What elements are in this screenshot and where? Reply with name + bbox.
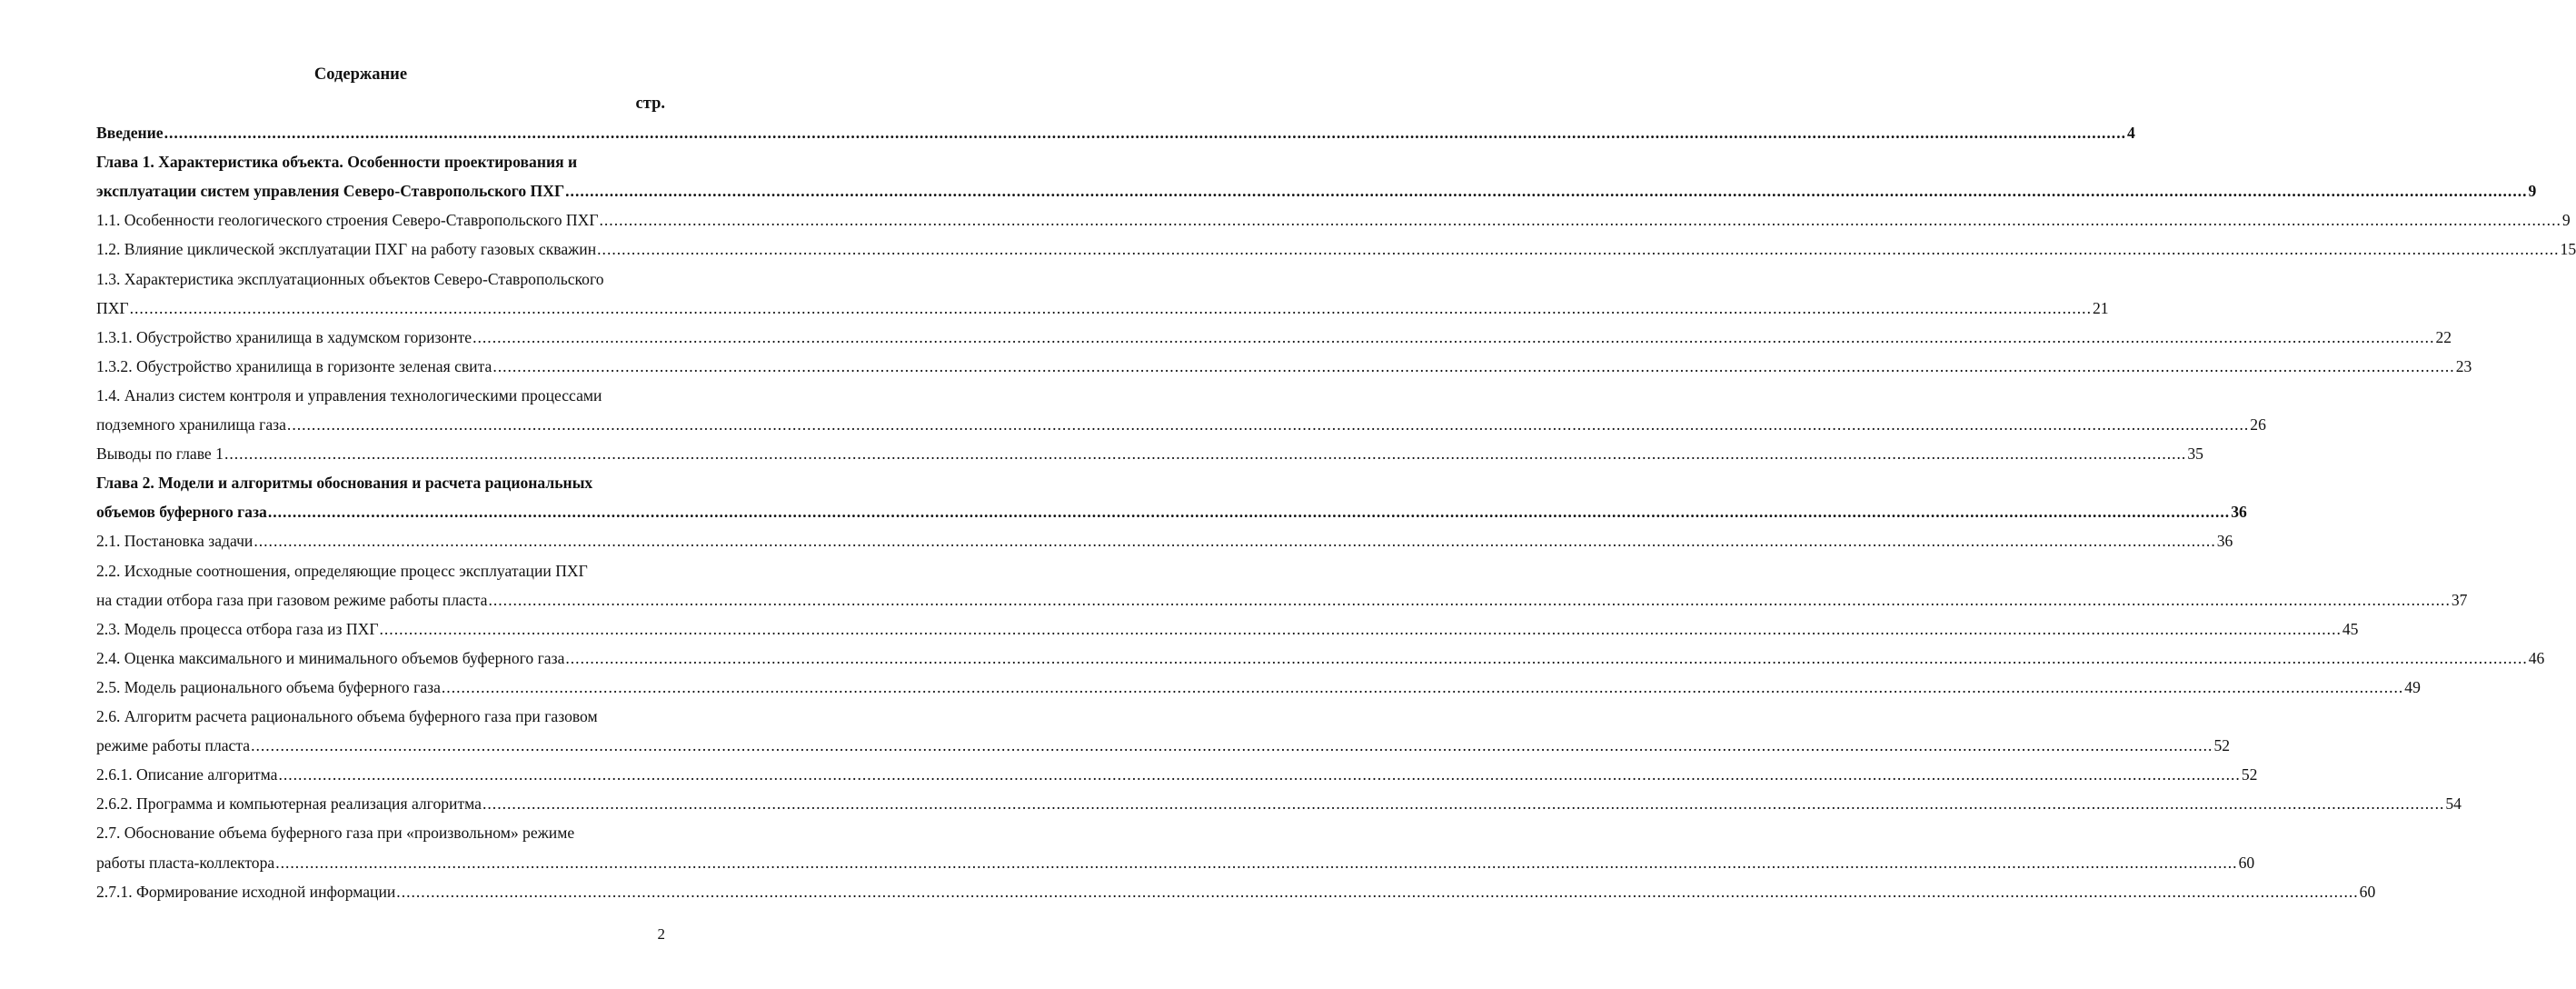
toc-entry-page: 46 (2528, 648, 2545, 667)
toc-line (96, 502, 2247, 522)
toc-line: 1.4. Анализ систем контроля и управления технологическими процессами (96, 385, 602, 405)
toc-entry-text: 2.4. Оценка максимального и минимального объемов буферного газа (96, 648, 565, 667)
page-number: 2 (657, 925, 665, 943)
toc-line: 2.2. Исходные соотношения, определяющие процесс эксплуатации ПХГ (96, 561, 588, 580)
toc-line (96, 239, 2576, 259)
toc-line (96, 882, 2376, 902)
toc-leader-dots: ................................................................................................................................................................................................................................................................................................................................................................................................................ (278, 765, 2241, 784)
toc-line (96, 415, 2266, 435)
toc-line: 1.3. Характеристика эксплуатационных объектов Северо-Ставропольского (96, 269, 604, 288)
toc-entry-page: 60 (2238, 853, 2255, 872)
toc-entry-text: 1.3.2. Обустройство хранилища в горизонте зеленая свита (96, 356, 492, 375)
toc-line (96, 794, 2462, 814)
toc-entry-page: 23 (2455, 356, 2472, 375)
toc-line: 2.7. Обоснование объема буферного газа при «произвольном» режиме (96, 824, 575, 843)
toc-line: Глава 1. Характеристика объекта. Особенности проектирования и (96, 153, 578, 172)
toc-line (96, 356, 2472, 376)
toc-line (96, 531, 2233, 551)
toc-leader-dots: ................................................................................................................................................................................................................................................................................................................................................................................................................ (275, 853, 2238, 872)
toc-entry-text: 2.7.1. Формирование исходной информации (96, 882, 396, 901)
toc-entry-text: 1.1. Особенности геологического строения Северо-Ставропольского ПХГ (96, 211, 599, 230)
toc-entry-text: объемов буферного газа (96, 503, 267, 522)
toc-entry-page: 37 (2451, 590, 2468, 609)
toc-entry-page: 22 (2435, 327, 2452, 346)
toc-entry-text: 2.3. Модель процесса отбора газа из ПХГ (96, 619, 379, 638)
toc-entry-page: 35 (2187, 445, 2203, 464)
toc-entry-text: на стадии отбора газа при газовом режиме работы пласта (96, 590, 488, 609)
toc-leader-dots: ................................................................................................................................................................................................................................................................................................................................................................................................................ (254, 532, 2216, 551)
toc-entry-page: 9 (2528, 182, 2537, 201)
toc-leader-dots: ................................................................................................................................................................................................................................................................................................................................................................................................................ (441, 677, 2404, 696)
toc-line (96, 735, 2231, 755)
toc-entry-page: 54 (2445, 794, 2462, 814)
toc-entry-text: 2.1. Постановка задачи (96, 532, 254, 551)
toc-line (96, 123, 2135, 143)
toc-line: 2.6. Алгоритм расчета рационального объема буферного газа при газовом (96, 707, 598, 725)
toc-leader-dots: ................................................................................................................................................................................................................................................................................................................................................................................................................ (565, 648, 2528, 667)
toc-leader-dots: ................................................................................................................................................................................................................................................................................................................................................................................................................ (599, 211, 2561, 230)
toc-entry-page: 26 (2250, 415, 2266, 434)
toc-line (96, 327, 2452, 347)
toc-leader-dots: ................................................................................................................................................................................................................................................................................................................................................................................................................ (164, 124, 2126, 142)
toc-leader-dots: ................................................................................................................................................................................................................................................................................................................................................................................................................ (129, 298, 2092, 317)
toc-leader-dots: ................................................................................................................................................................................................................................................................................................................................................................................................................ (488, 590, 2451, 609)
toc-leader-dots: ................................................................................................................................................................................................................................................................................................................................................................................................................ (565, 182, 2528, 201)
toc-entry-text: работы пласта-коллектора (96, 853, 275, 872)
toc-entry-page: 49 (2404, 677, 2421, 696)
toc-entry-text: 2.6.1. Описание алгоритма (96, 765, 278, 784)
toc-leader-dots: ................................................................................................................................................................................................................................................................................................................................................................................................................ (396, 882, 2359, 901)
toc-leader-dots: ................................................................................................................................................................................................................................................................................................................................................................................................................ (472, 327, 2435, 346)
toc-entry-page: 36 (2216, 532, 2233, 551)
toc-leader-dots: ................................................................................................................................................................................................................................................................................................................................................................................................................ (251, 736, 2213, 755)
toc-entry-text: 2.6.2. Программа и компьютерная реализация алгоритма (96, 794, 482, 814)
toc-entry-page: 52 (2241, 765, 2258, 784)
toc-line (96, 444, 2203, 464)
toc-entry-text: 2.5. Модель рационального объема буферного газа (96, 677, 441, 696)
toc-line (96, 648, 2545, 668)
toc-entry-page: 52 (2213, 736, 2231, 755)
toc-line (96, 619, 2359, 639)
toc-leader-dots: ................................................................................................................................................................................................................................................................................................................................................................................................................ (286, 415, 2250, 434)
toc-entry-text: 1.3.1. Обустройство хранилища в хадумском горизонте (96, 327, 472, 346)
toc-line (96, 210, 2571, 230)
toc-entry-text: подземного хранилища газа (96, 415, 286, 434)
toc-leader-dots: ................................................................................................................................................................................................................................................................................................................................................................................................................ (597, 240, 2560, 259)
toc-entry-page: 4 (2126, 124, 2135, 142)
pages-column-label: стр. (635, 95, 665, 113)
toc-leader-dots: ................................................................................................................................................................................................................................................................................................................................................................................................................ (379, 619, 2342, 638)
toc-leader-dots: ................................................................................................................................................................................................................................................................................................................................................................................................................ (267, 503, 2231, 522)
toc-line (96, 677, 2421, 697)
toc-entry-page: 21 (2092, 298, 2109, 317)
toc-entry-page: 15 (2560, 240, 2576, 259)
toc-leader-dots: ................................................................................................................................................................................................................................................................................................................................................................................................................ (482, 794, 2445, 814)
toc-entry-text: режиме работы пласта (96, 736, 251, 755)
toc-entry-text: ПХГ (96, 298, 129, 317)
toc-entry-text: Введение (96, 124, 164, 142)
toc-line (96, 853, 2255, 873)
toc-line (96, 181, 2537, 201)
toc-entry-text: Выводы по главе 1 (96, 445, 224, 464)
toc-line (96, 590, 2468, 610)
toc-line: Глава 2. Модели и алгоритмы обоснования и расчета рациональных (96, 474, 593, 493)
toc-entry-page: 60 (2359, 882, 2376, 901)
toc-title: Содержание (313, 65, 408, 84)
toc-entry-page: 36 (2231, 503, 2247, 522)
toc-line (96, 764, 2258, 784)
toc-entry-text: 1.2. Влияние циклической эксплуатации ПХГ на работу газовых скважин (96, 240, 597, 259)
toc-entry-page: 9 (2561, 211, 2571, 230)
toc-entry-page: 45 (2342, 619, 2359, 638)
toc-line (96, 298, 2109, 318)
toc-leader-dots: ................................................................................................................................................................................................................................................................................................................................................................................................................ (224, 445, 2187, 464)
toc-entry-text: эксплуатации систем управления Северо-Ставропольского ПХГ (96, 182, 565, 201)
toc-leader-dots: ................................................................................................................................................................................................................................................................................................................................................................................................................ (492, 356, 2455, 375)
